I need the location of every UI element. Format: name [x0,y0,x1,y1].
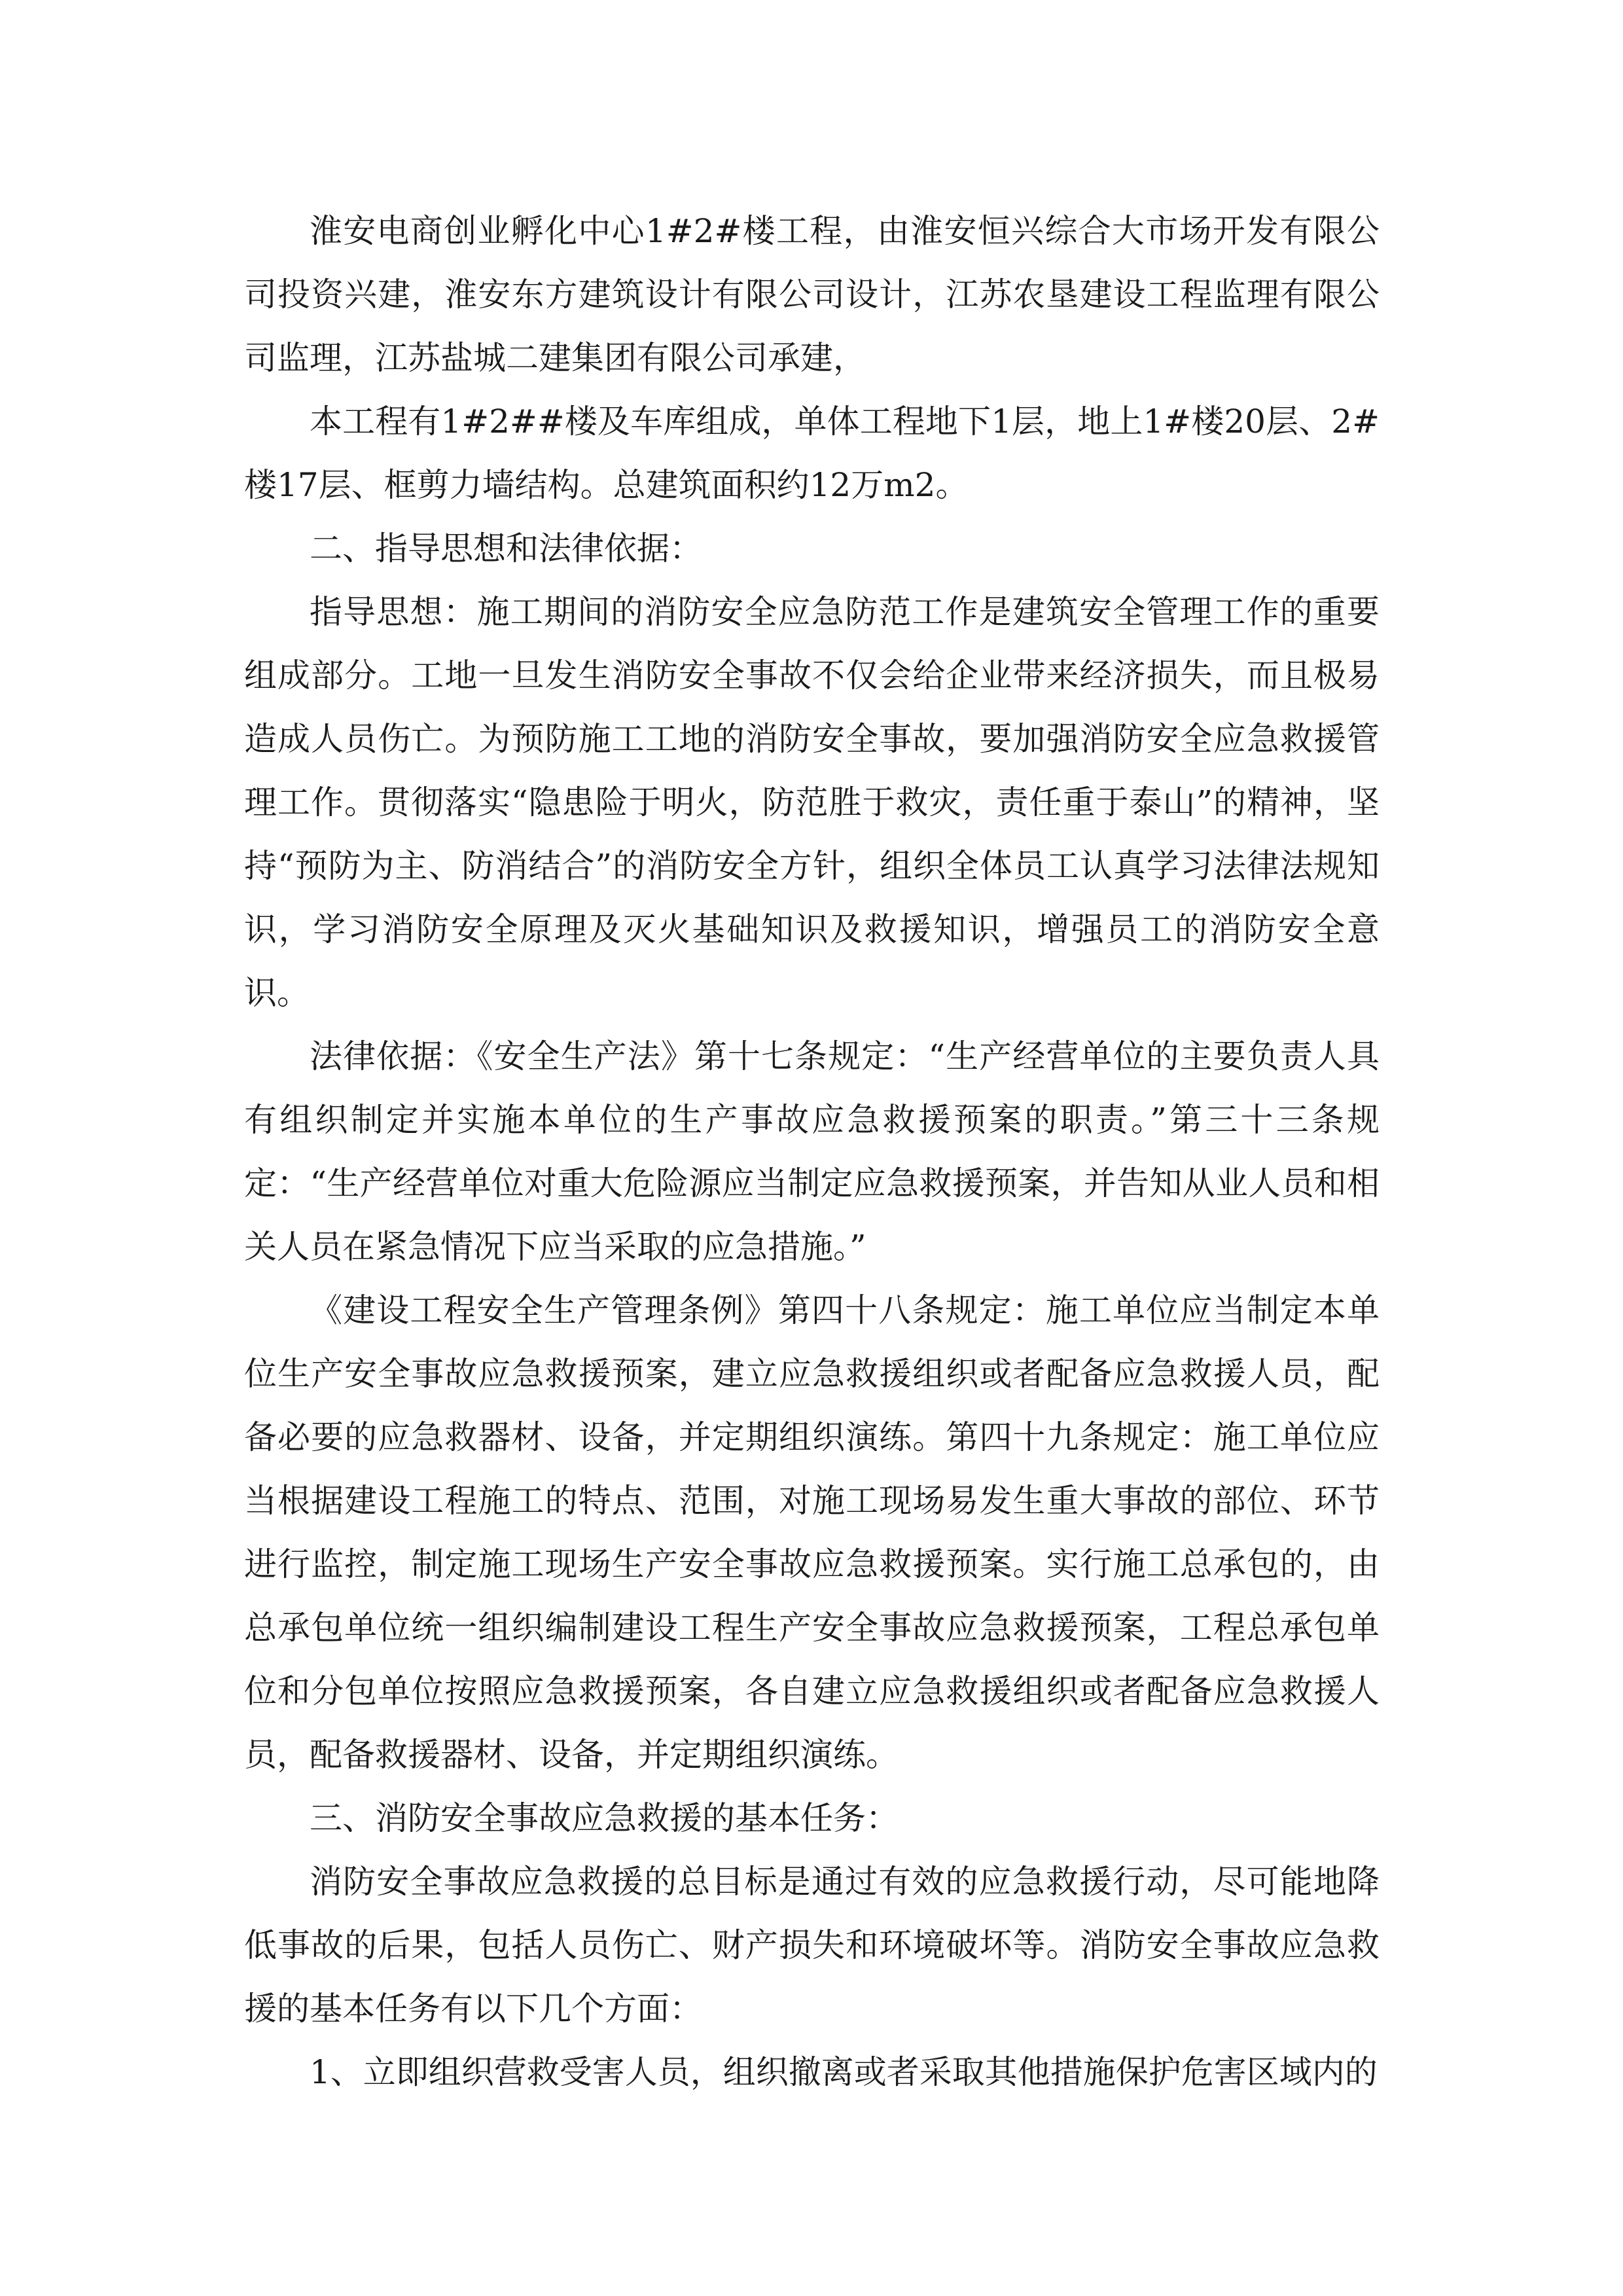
paragraph-legal-basis: 法律依据：《安全生产法》第十七条规定：“生产经营单位的主要负责人具有组织制定并实施本单位的生产事故应急救援预案的职责。”第三十三条规定：“生产经营单位对重大危险源应当制定应急救援预案，并告知从业人员和相关人员在紧急情况下应当采取的应急措施。” [244,1037,1380,1266]
paragraph-guiding-ideas: 指导思想：施工期间的消防安全应急防范工作是建筑安全管理工作的重要组成部分。工地一旦发生消防安全事故不仅会给企业带来经济损失，而且极易造成人员伤亡。为预防施工工地的消防安全事故，要加强消防安全应急救援管理工作。贯彻落实“隐患险于明火，防范胜于救灾，责任重于泰山”的精神，坚持“预防为主、防消结合”的消防安全方针，组织全体员工认真学习法律法规知识，学习消防安全原理及灭火基础知识及救援知识，增强员工的消防安全意识。 [244,593,1380,1012]
paragraph-basic-tasks: 消防安全事故应急救援的总目标是通过有效的应急救援行动，尽可能地降低事故的后果，包括人员伤亡、财产损失和环境破坏等。消防安全事故应急救援的基本任务有以下几个方面： [244,1863,1380,2028]
paragraph-regulations: 《建设工程安全生产管理条例》第四十八条规定：施工单位应当制定本单位生产安全事故应急救援预案，建立应急救援组织或者配备应急救援人员，配备必要的应急救器材、设备，并定期组织演练。第四十九条规定：施工单位应当根据建设工程施工的特点、范围，对施工现场易发生重大事故的部位、环节进行监控，制定施工现场生产安全事故应急救援预案。实行施工总承包的，由总承包单位统一组织编制建设工程生产安全事故应急救援预案，工程总承包单位和分包单位按照应急救援预案，各自建立应急救援组织或者配备应急救援人员，配备救援器材、设备，并定期组织演练。 [244,1291,1380,1774]
paragraph-project-structure: 本工程有1#2##楼及车库组成，单体工程地下1层，地上1#楼20层、2#楼17层、框剪力墙结构。总建筑面积约12万m2。 [244,403,1380,504]
section-heading-guiding-ideas: 二、指导思想和法律依据： [310,529,702,567]
document-body [244,200,1380,2104]
section-heading-basic-tasks: 三、消防安全事故应急救援的基本任务： [310,1799,899,1837]
paragraph-task-item-1: 1、立即组织营救受害人员，组织撤离或者采取其他措施保护危害区域内的 [310,2053,1378,2091]
paragraph-project-overview: 淮安电商创业孵化中心1#2#楼工程，由淮安恒兴综合大市场开发有限公司投资兴建，淮安东方建筑设计有限公司设计，江苏农垦建设工程监理有限公司监理，江苏盐城二建集团有限公司承建， [244,212,1380,377]
